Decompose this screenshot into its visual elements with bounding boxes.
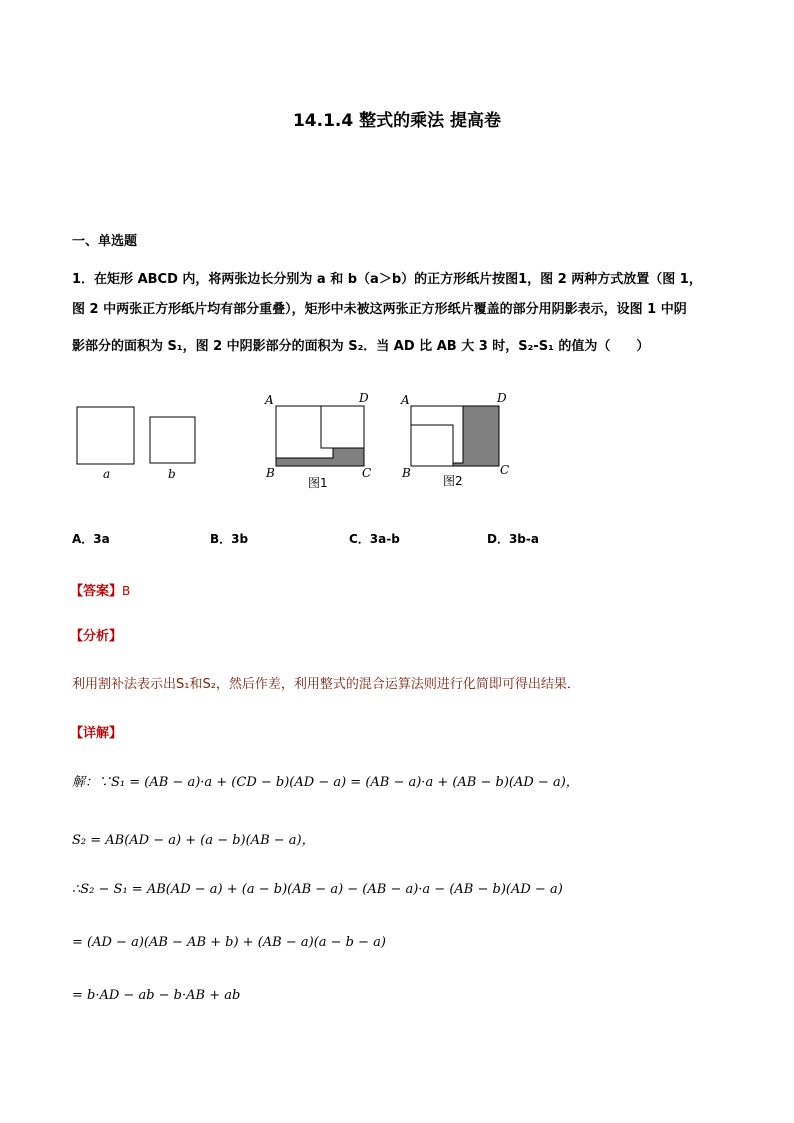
analysis-label: 【分析】 (70, 629, 123, 644)
fig2-label-a: A (401, 393, 410, 407)
fig2-square-b (411, 425, 453, 466)
fig1-label-c: C (362, 466, 372, 480)
option-a[interactable]: A．3a (72, 532, 110, 546)
fig1-label-d: D (359, 391, 369, 405)
answer-block (70, 580, 130, 599)
square-b (150, 417, 195, 463)
fig2-label-b: B (402, 466, 411, 480)
solution-line-2: S₂ = AB(AD − a) + (a − b)(AB − a)， (72, 833, 315, 848)
solution-line-4: = (AD − a)(AB − AB + b) + (AB − a)(a − b − a) (72, 935, 386, 950)
option-c[interactable]: C．3a-b (349, 532, 400, 546)
option-b[interactable]: B．3b (210, 532, 249, 546)
question-line-3: 影部分的面积为 S₁，图 2 中阴影部分的面积为 S₂．当 AD 比 AB 大 3 时，S₂-S₁ 的值为（ ） (72, 339, 650, 354)
fig2-caption: 图2 (443, 474, 463, 488)
question-line-1: 1．在矩形 ABCD 内，将两张边长分别为 a 和 b（a＞b）的正方形纸片按图1，图 2 两种方式放置（图 1， (72, 272, 702, 287)
analysis-text: 利用割补法表示出S₁和S₂，然后作差，利用整式的混合运算法则进行化简即可得出结果． (72, 677, 580, 692)
detail-label: 【详解】 (70, 726, 123, 741)
fig2-label-c: C (500, 463, 510, 477)
solution-line-1: 解：∵S₁ = (AB − a)·a + (CD − b)(AD − a) = (AB − a)·a + (AB − b)(AD − a)， (72, 775, 579, 790)
question-line-2: 图 2 中两张正方形纸片均有部分重叠），矩形中未被这两张正方形纸片覆盖的部分用阴影表示，设图 1 中阴 (72, 302, 687, 317)
fig1-caption: 图1 (308, 476, 328, 490)
fig1-label-a: A (265, 393, 274, 407)
fig2-label-d: D (497, 391, 507, 405)
question-figure (0, 380, 794, 500)
square-a-label: a (103, 467, 111, 481)
fig1-label-b: B (266, 466, 275, 480)
square-b-label: b (168, 467, 176, 481)
option-d[interactable]: D．3b-a (487, 532, 539, 546)
solution-line-5: = b·AD − ab − b·AB + ab (72, 988, 241, 1003)
solution-line-3: ∴S₂ − S₁ = AB(AD − a) + (a − b)(AB − a) − (AB − a)·a − (AB − b)(AD − a) (72, 882, 563, 897)
answer-value: B (122, 584, 131, 598)
square-a (77, 407, 134, 464)
section-heading: 一、单选题 (72, 234, 138, 249)
page-title: 14.1.4 整式的乘法 提高卷 (292, 111, 502, 131)
figure-1 (264, 391, 371, 490)
fig1-square-b (321, 406, 364, 448)
answer-label: 【答案】 (70, 584, 123, 599)
figure-2 (400, 391, 509, 488)
